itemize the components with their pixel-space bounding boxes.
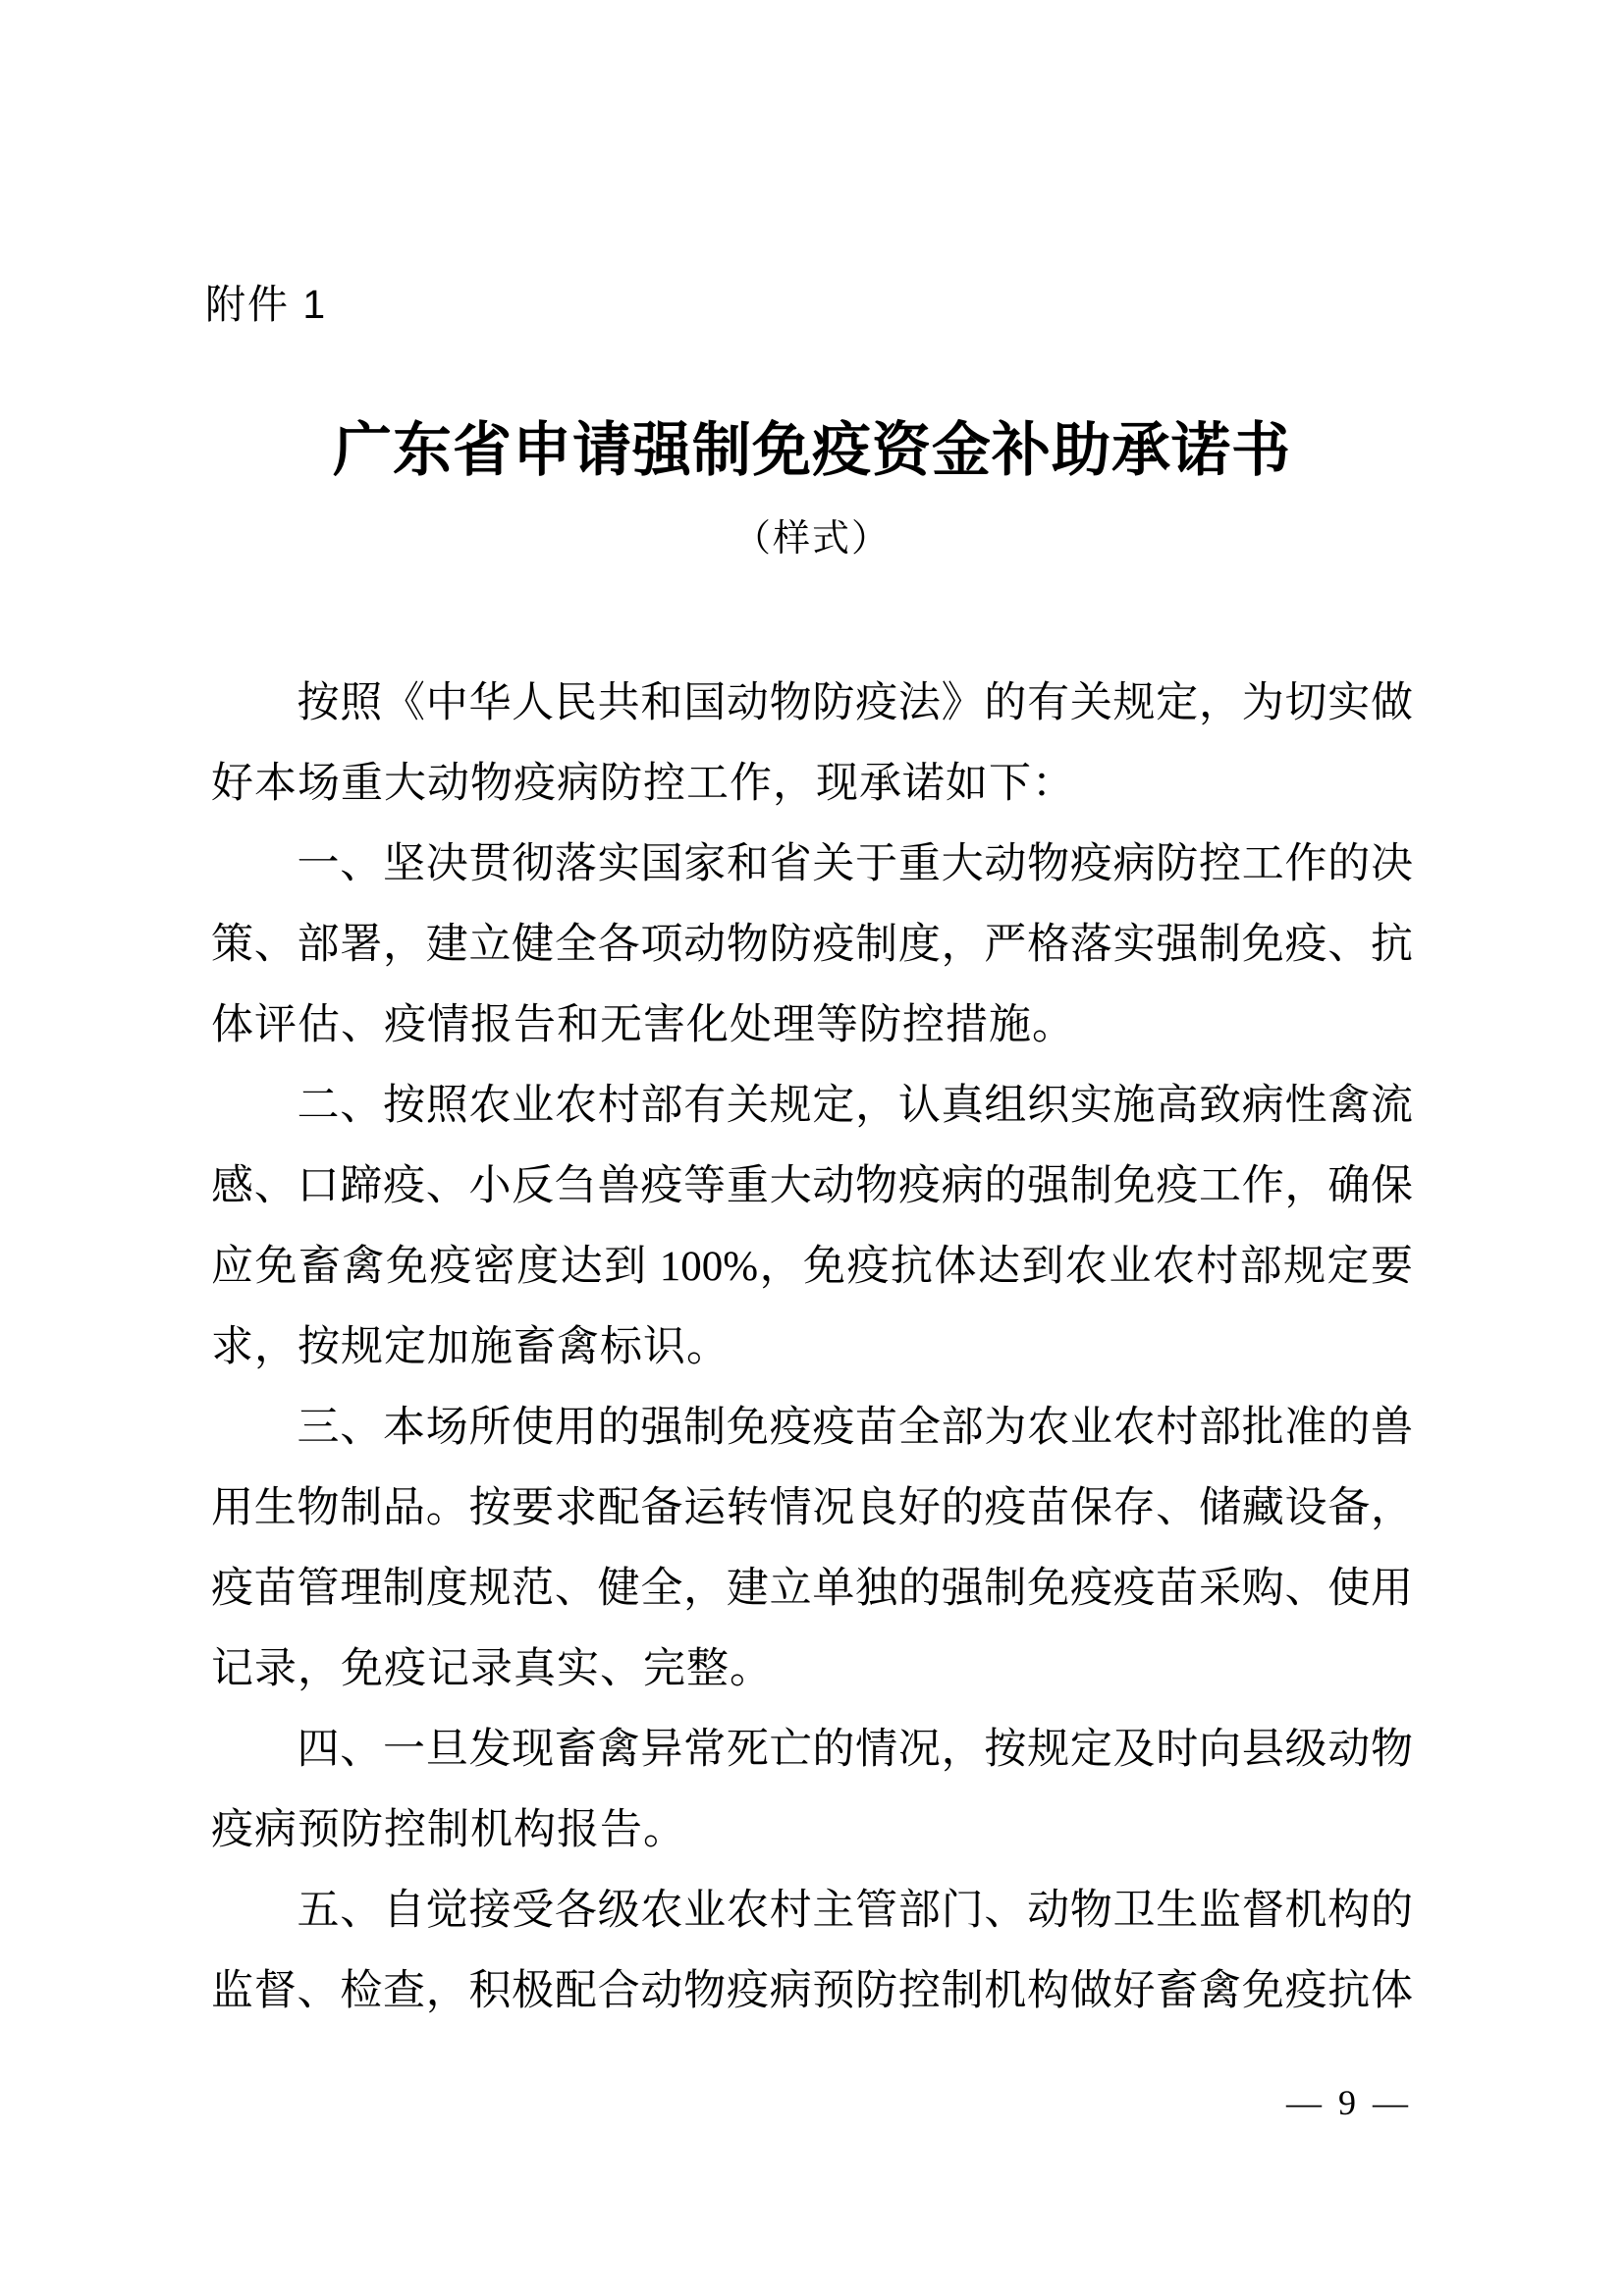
body-line: 应免畜禽免疫密度达到 100%，免疫抗体达到农业农村部规定要 xyxy=(211,1244,1413,1290)
body-line: 五、自觉接受各级农业农村主管部门、动物卫生监督机构的 xyxy=(211,1888,1413,1934)
body-line: 一、坚决贯彻落实国家和省关于重大动物疫病防控工作的决 xyxy=(211,841,1413,887)
body-line: 疫苗管理制度规范、健全，建立单独的强制免疫疫苗采购、使用 xyxy=(211,1566,1413,1612)
attachment-label: 附件 1 xyxy=(205,282,328,327)
document-title: 广东省申请强制免疫资金补助承诺书 xyxy=(333,418,1291,483)
body-line: 按照《中华人民共和国动物防疫法》的有关规定，为切实做 xyxy=(211,680,1413,726)
document-body xyxy=(211,664,1413,2032)
body-line: 三、本场所使用的强制免疫疫苗全部为农业农村部批准的兽 xyxy=(211,1405,1413,1451)
body-line: 监督、检查，积极配合动物疫病预防控制机构做好畜禽免疫抗体 xyxy=(211,1968,1413,2014)
body-line: 体评估、疫情报告和无害化处理等防控措施。 xyxy=(211,1002,1075,1048)
body-line: 疫病预防控制机构报告。 xyxy=(211,1807,686,1853)
body-line: 记录，免疫记录真实、完整。 xyxy=(211,1646,773,1692)
body-line: 求，按规定加施畜禽标识。 xyxy=(211,1324,730,1370)
page-number: — 9 — xyxy=(1286,2083,1412,2122)
body-line: 策、部署，建立健全各项动物防疫制度，严格落实强制免疫、抗 xyxy=(211,922,1413,968)
document-subtitle: （样式） xyxy=(732,518,891,560)
body-line: 四、一旦发现畜禽异常死亡的情况，按规定及时向县级动物 xyxy=(211,1727,1413,1773)
body-line: 感、口蹄疫、小反刍兽疫等重大动物疫病的强制免疫工作，确保 xyxy=(211,1163,1413,1209)
body-line: 二、按照农业农村部有关规定，认真组织实施高致病性禽流 xyxy=(211,1083,1413,1129)
body-line: 好本场重大动物疫病防控工作，现承诺如下： xyxy=(211,761,1075,807)
body-line: 用生物制品。按要求配备运转情况良好的疫苗保存、储藏设备， xyxy=(211,1485,1413,1531)
